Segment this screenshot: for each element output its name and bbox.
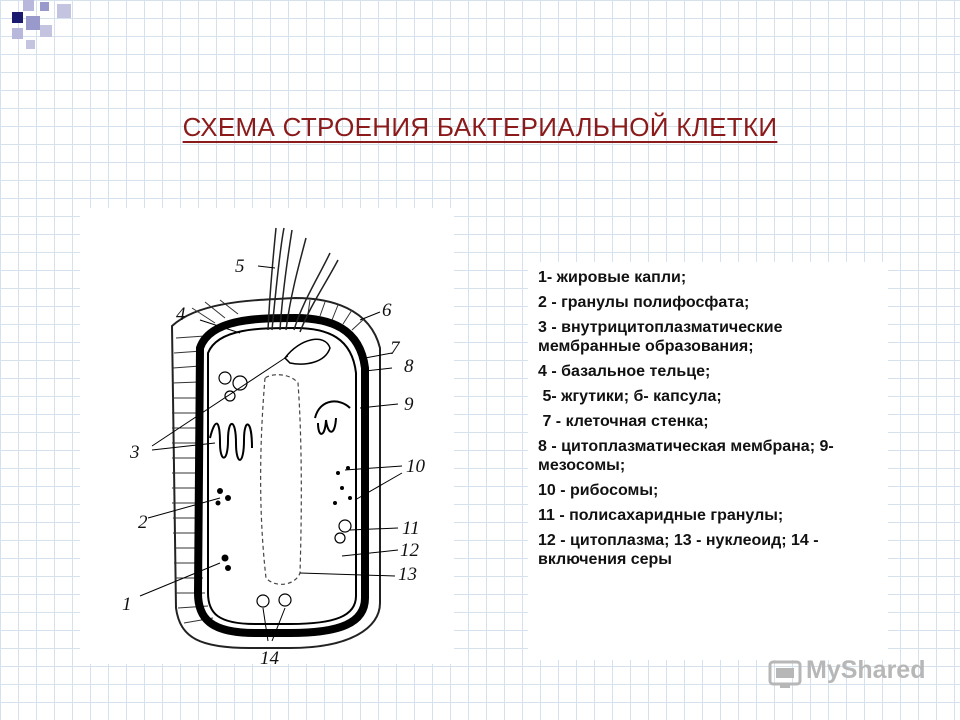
granules (216, 466, 353, 571)
label-10: 10 (406, 456, 425, 477)
label-5: 5 (235, 256, 245, 277)
legend-list (538, 268, 883, 575)
legend-item: 10 - рибосомы; (538, 482, 659, 499)
legend-item: 1- жировые капли; (538, 269, 687, 286)
legend-item: 12 - цитоплазма; 13 - нуклеоид; 14 - включения серы (538, 532, 824, 568)
label-13: 13 (398, 564, 417, 585)
legend-item: 2 - гранулы полифосфата; (538, 294, 750, 311)
cytoplasmic-membrane (208, 328, 356, 624)
inclusions (219, 372, 351, 607)
watermark-text: MyShared (806, 656, 926, 684)
label-4: 4 (176, 304, 186, 325)
legend-item: 8 - цитоплазматическая мембрана; 9- мезосомы; (538, 438, 839, 474)
bacterial-cell-diagram (80, 208, 454, 664)
legend-item: 11 - полисахаридные гранулы; (538, 507, 784, 524)
membrane-formations (285, 339, 330, 364)
watermark-logo-icon (768, 660, 802, 690)
label-1: 1 (122, 594, 132, 615)
label-9: 9 (404, 394, 414, 415)
legend-item: 7 - клеточная стенка; (538, 413, 709, 430)
label-3: 3 (130, 442, 140, 463)
page-title: СХЕМА СТРОЕНИЯ БАКТЕРИАЛЬНОЙ КЛЕТКИ (182, 112, 778, 142)
label-6: 6 (382, 300, 392, 321)
label-2: 2 (138, 512, 148, 533)
label-11: 11 (402, 518, 420, 539)
label-14: 14 (260, 648, 279, 664)
mesosome-right (315, 401, 350, 433)
label-8: 8 (404, 356, 414, 377)
mesosome-left (210, 424, 252, 460)
legend-panel (528, 262, 888, 660)
legend-item: 4 - базальное тельце; (538, 363, 711, 380)
label-12: 12 (400, 540, 419, 561)
legend-item: 3 - внутрицитоплазматические мембранные образования; (538, 319, 787, 355)
cell-wall (198, 318, 365, 633)
nucleoid (261, 375, 302, 585)
diagram-panel (80, 208, 454, 664)
corner-decoration (0, 0, 80, 60)
label-7: 7 (390, 338, 400, 359)
legend-item: 5- жгутики; б- капсула; (538, 388, 722, 405)
